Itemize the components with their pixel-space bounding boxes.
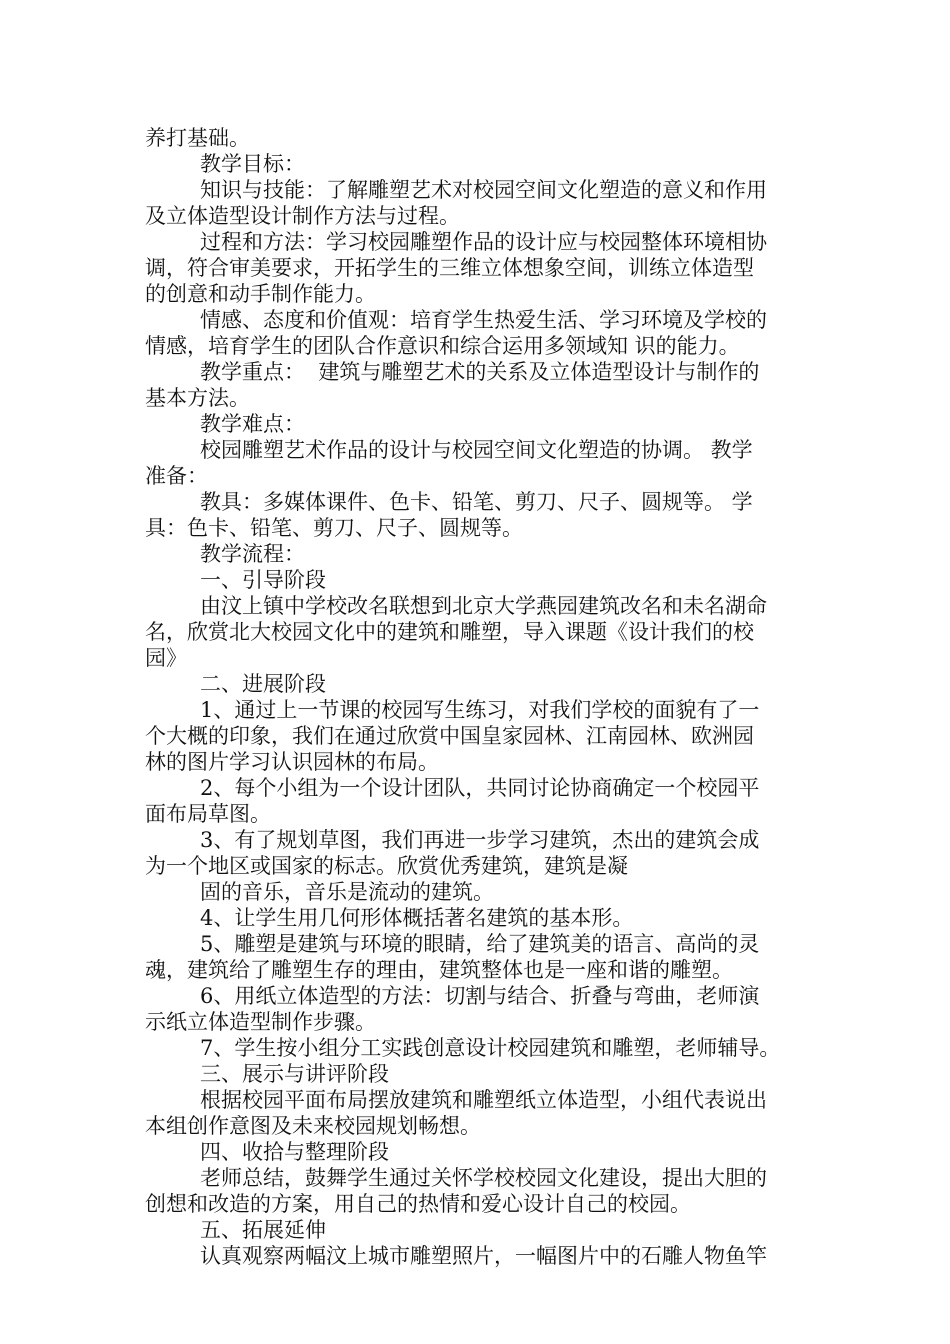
section-heading: 四、收拾与整理阶段 (200, 1140, 389, 1164)
text-line: 老师总结，鼓舞学生通过关怀学校校园文化建设，提出大胆的 (200, 1166, 767, 1190)
section-heading: 教学难点： (200, 412, 305, 436)
text-line: 2、每个小组为一个设计团队，共同讨论协商确定一个校园平 (200, 776, 760, 800)
section-heading: 五、拓展延伸 (200, 1218, 326, 1242)
text-line: 7、学生按小组分工实践创意设计校园建筑和雕塑，老师辅导。 (200, 1036, 781, 1060)
text-line: 魂，建筑给了雕塑生存的理由，建筑整体也是一座和谐的雕塑。 (145, 958, 733, 982)
section-heading: 一、引导阶段 (200, 568, 326, 592)
text-line: 调，符合审美要求，开拓学生的三维立体想象空间，训练立体造型 (145, 256, 754, 280)
text-line: 个大概的印象，我们在通过欣赏中国皇家园林、江南园林、欧洲园 (145, 724, 754, 748)
text-line: 知识与技能：了解雕塑艺术对校园空间文化塑造的意义和作用 (200, 178, 767, 202)
text-line: 的创意和动手制作能力。 (145, 282, 376, 306)
text-line: 教学重点： 建筑与雕塑艺术的关系及立体造型设计与制作的 (200, 360, 760, 384)
section-heading: 二、进展阶段 (200, 672, 326, 696)
text-line: 教具：多媒体课件、色卡、铅笔、剪刀、尺子、圆规等。 学 (200, 490, 753, 514)
text-line: 创想和改造的方案，用自己的热情和爱心设计自己的校园。 (145, 1192, 691, 1216)
text-line: 园》 (145, 646, 187, 670)
text-line: 根据校园平面布局摆放建筑和雕塑纸立体造型，小组代表说出 (200, 1088, 767, 1112)
text-line: 情感，培育学生的团队合作意识和综合运用多领域知 识的能力。 (145, 334, 740, 358)
text-line: 基本方法。 (145, 386, 250, 410)
text-line: 示纸立体造型制作步骤。 (145, 1010, 376, 1034)
text-line: 1、通过上一节课的校园写生练习，对我们学校的面貌有了一 (200, 698, 760, 722)
section-heading: 教学目标： (200, 152, 305, 176)
text-line: 为一个地区或国家的标志。欣赏优秀建筑，建筑是凝 (145, 854, 628, 878)
text-line: 情感、态度和价值观：培育学生热爱生活、学习环境及学校的 (200, 308, 767, 332)
section-heading: 三、展示与讲评阶段 (200, 1062, 389, 1086)
text-line: 5、雕塑是建筑与环境的眼睛，给了建筑美的语言、高尚的灵 (200, 932, 760, 956)
text-line: 及立体造型设计制作方法与过程。 (145, 204, 460, 228)
text-line: 面布局草图。 (145, 802, 271, 826)
text-line: 3、有了规划草图，我们再进一步学习建筑，杰出的建筑会成 (200, 828, 760, 852)
text-line: 4、让学生用几何形体概括著名建筑的基本形。 (200, 906, 634, 930)
text-line: 林的图片学习认识园林的布局。 (145, 750, 439, 774)
text-line: 名，欣赏北大校园文化中的建筑和雕塑，导入课题《设计我们的校 (145, 620, 754, 644)
text-line: 由汶上镇中学校改名联想到北京大学燕园建筑改名和未名湖命 (200, 594, 767, 618)
text-line: 本组创作意图及未来校园规划畅想。 (145, 1114, 481, 1138)
text-line: 固的音乐，音乐是流动的建筑。 (200, 880, 494, 904)
text-line: 养打基础。 (145, 126, 250, 150)
text-line: 过程和方法：学习校园雕塑作品的设计应与校园整体环境相协 (200, 230, 767, 254)
text-line: 6、用纸立体造型的方法：切割与结合、折叠与弯曲，老师演 (200, 984, 760, 1008)
text-line: 校园雕塑艺术作品的设计与校园空间文化塑造的协调。 教学 (200, 438, 753, 462)
text-line: 准备： (145, 464, 208, 488)
text-line: 具：色卡、铅笔、剪刀、尺子、圆规等。 (145, 516, 523, 540)
section-heading: 教学流程： (200, 542, 305, 566)
text-line: 认真观察两幅汶上城市雕塑照片，一幅图片中的石雕人物鱼竿 (200, 1244, 767, 1268)
